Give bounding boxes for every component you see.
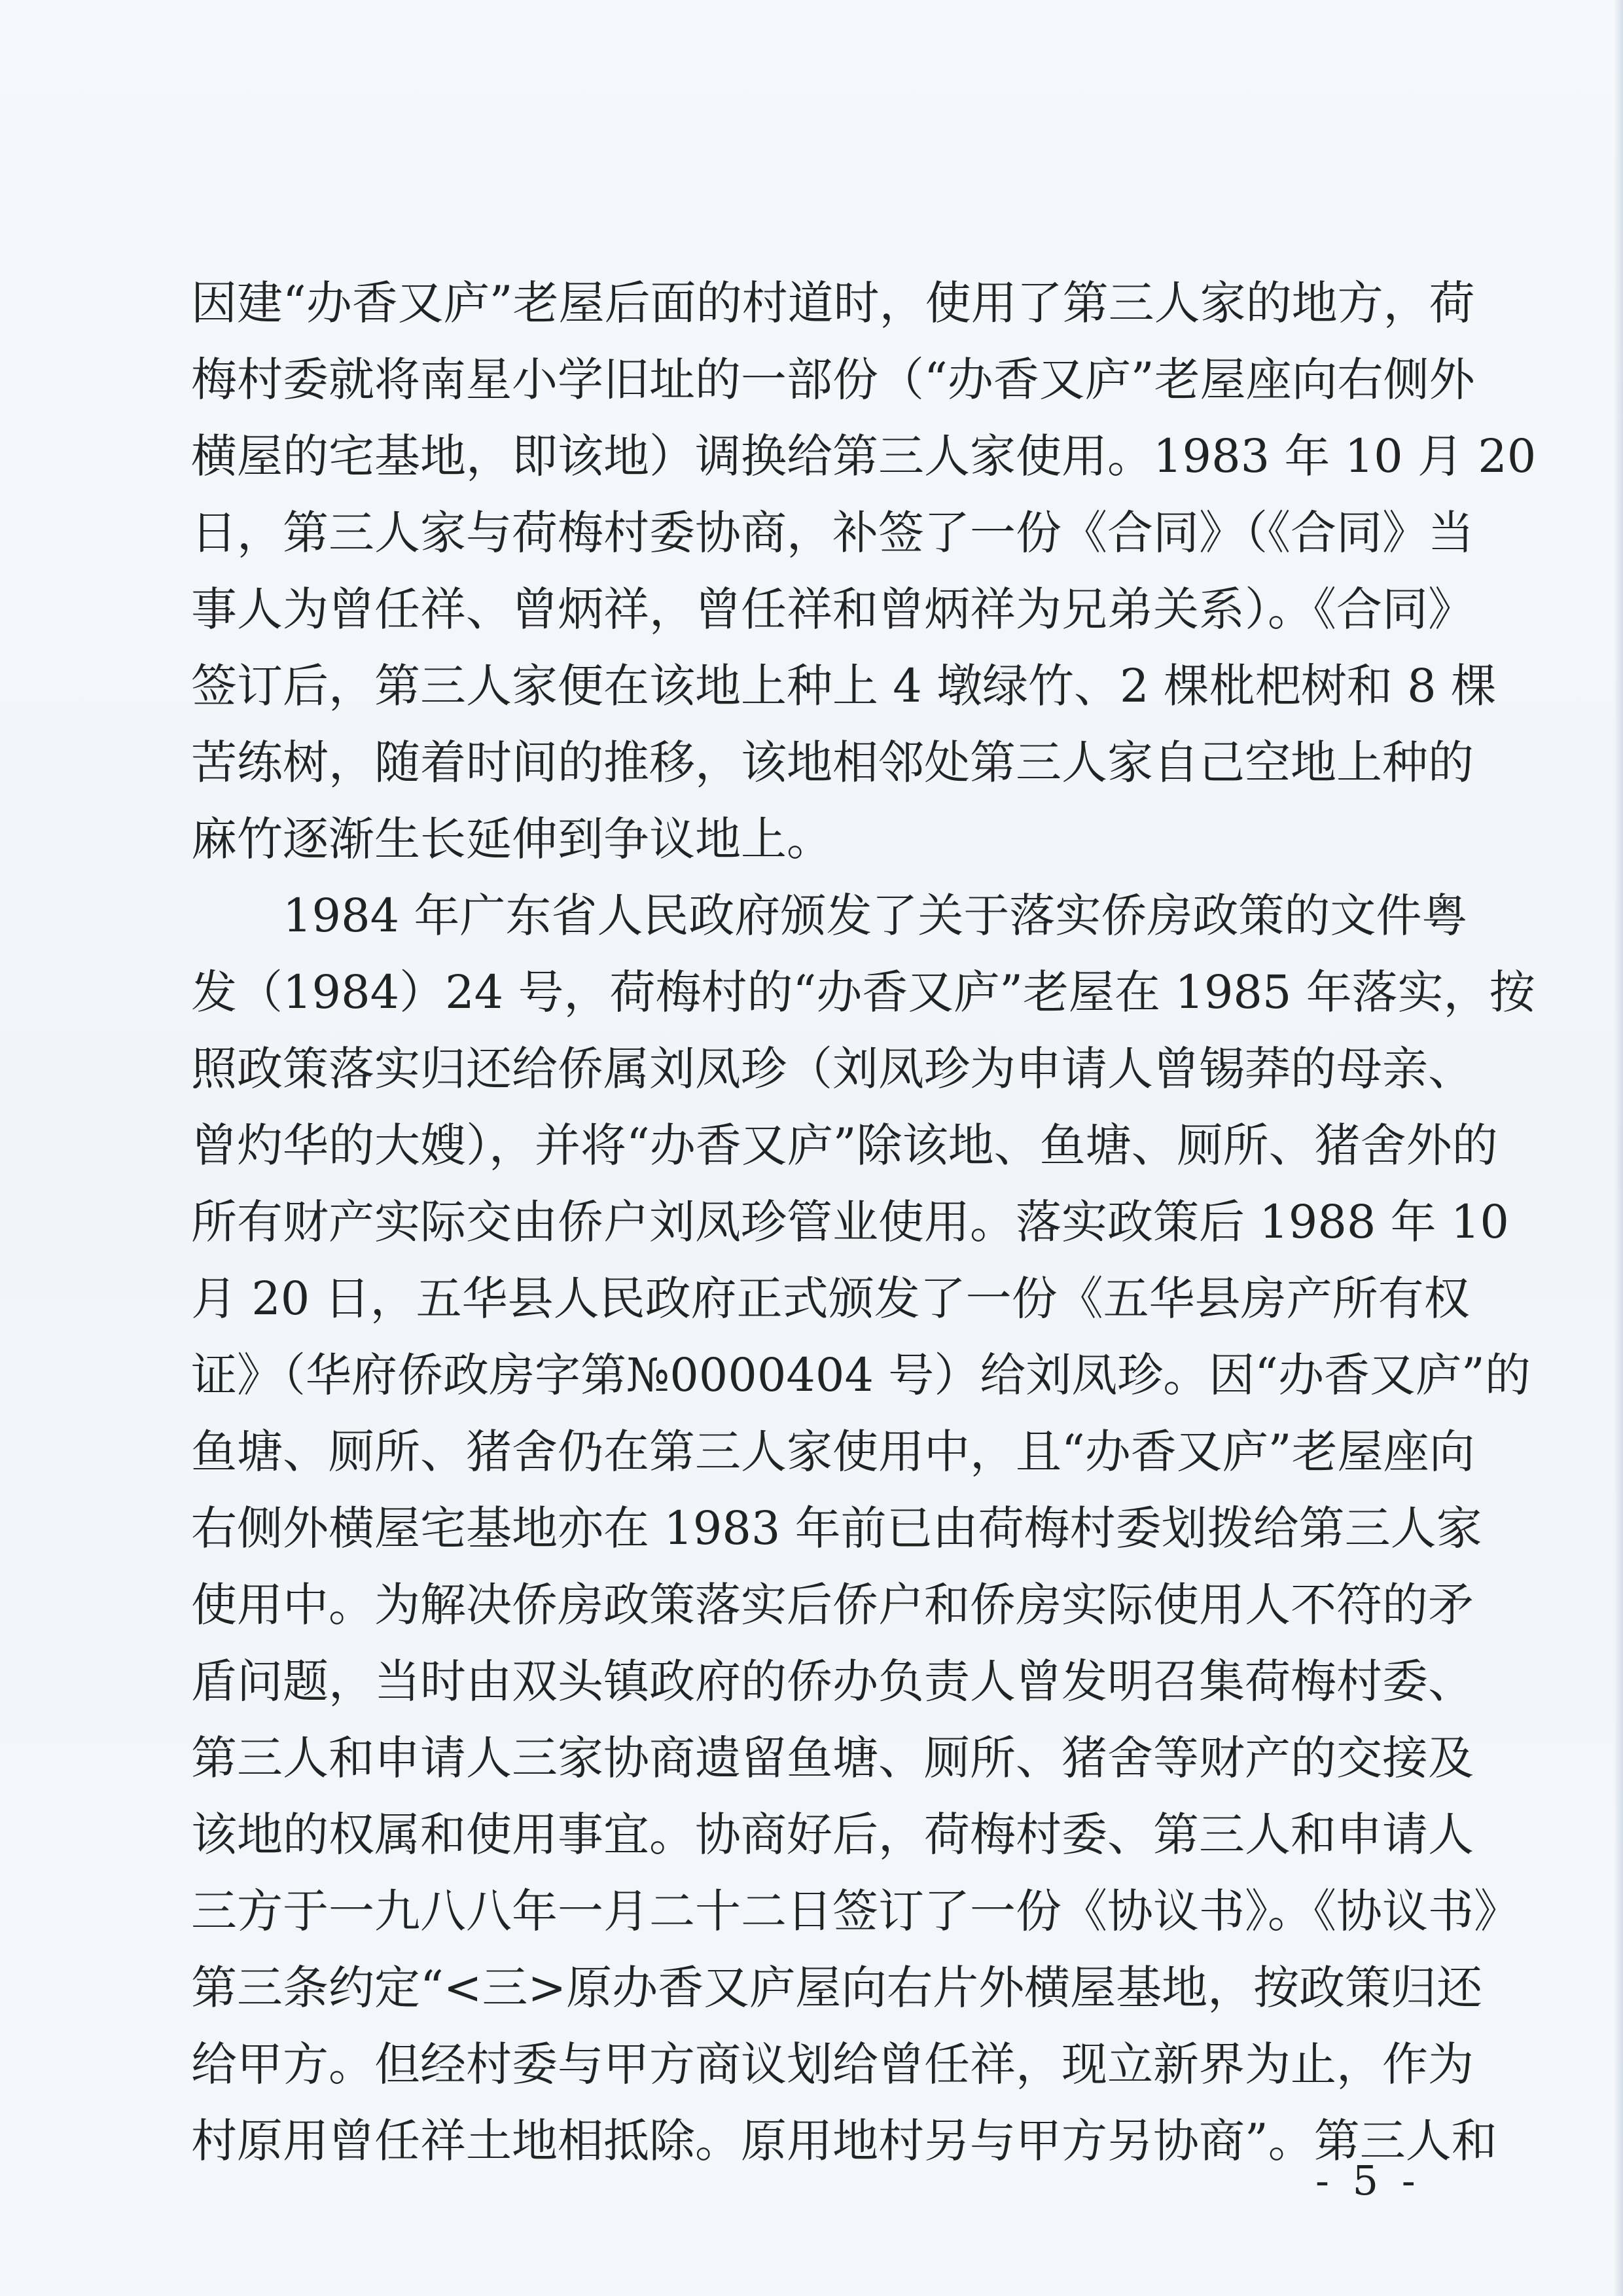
text-line: 月 20 日，五华县人民政府正式颁发了一份《五华县房产所有权 <box>191 1272 1470 1325</box>
paragraph-1 <box>191 265 1537 878</box>
text-line: 梅村委就将南星小学旧址的一部份（“办香又庐”老屋座向右侧外 <box>191 353 1475 406</box>
text-line: 给甲方。但经村委与甲方商议划给曾任祥，现立新界为止，作为 <box>191 2037 1474 2091</box>
text-line: 第三人和申请人三家协商遗留鱼塘、厕所、猪舍等财产的交接及 <box>191 1731 1474 1785</box>
text-line: 右侧外横屋宅基地亦在 1983 年前已由荷梅村委划拨给第三人家 <box>191 1501 1482 1555</box>
page-number: - 5 - <box>1315 2157 1421 2204</box>
text-line: 盾问题，当时由双头镇政府的侨办负责人曾发明召集荷梅村委、 <box>191 1655 1474 1708</box>
body-text <box>191 265 1537 2179</box>
paragraph-2 <box>191 878 1535 2179</box>
text-line: 照政策落实归还给侨属刘凤珍（刘凤珍为申请人曾锡莽的母亲、 <box>191 1042 1474 1096</box>
text-line: 所有财产实际交由侨户刘凤珍管业使用。落实政策后 1988 年 10 <box>191 1195 1509 1249</box>
scan-edge <box>1614 0 1623 2296</box>
text-line: 鱼塘、厕所、猪舍仍在第三人家使用中，且“办香又庐”老屋座向 <box>191 1425 1475 1479</box>
text-line: 签订后，第三人家便在该地上种上 4 墩绿竹、2 棵枇杷树和 8 棵 <box>191 659 1497 713</box>
text-line: 苦练树，随着时间的推移，该地相邻处第三人家自己空地上种的 <box>191 736 1474 789</box>
text-line: 证》（华府侨政房字第№0000404 号）给刘凤珍。因“办香又庐”的 <box>191 1348 1531 1402</box>
text-line: 因建“办香又庐”老屋后面的村道时，使用了第三人家的地方，荷 <box>191 276 1475 330</box>
text-line: 麻竹逐渐生长延伸到争议地上。 <box>191 812 832 866</box>
text-line: 日，第三人家与荷梅村委协商，补签了一份《合同》（《合同》当 <box>191 506 1474 560</box>
text-line: 事人为曾任祥、曾炳祥，曾任祥和曾炳祥为兄弟关系）。《合同》 <box>191 583 1474 636</box>
text-line: 横屋的宅基地，即该地）调换给第三人家使用。1983 年 10 月 20 <box>191 429 1537 483</box>
text-line: 三方于一九八八年一月二十二日签订了一份《协议书》。《协议书》 <box>191 1884 1520 1938</box>
text-line: 曾灼华的大嫂），并将“办香又庐”除该地、鱼塘、厕所、猪舍外的 <box>191 1119 1498 1172</box>
text-line: 1984 年广东省人民政府颁发了关于落实侨房政策的文件粤 <box>283 889 1468 942</box>
text-line: 村原用曾任祥土地相抵除。原用地村另与甲方另协商”。第三人和 <box>191 2114 1497 2168</box>
text-line: 使用中。为解决侨房政策落实后侨户和侨房实际使用人不符的矛 <box>191 1578 1474 1632</box>
text-line: 发（1984）24 号，荷梅村的“办香又庐”老屋在 1985 年落实，按 <box>191 965 1535 1019</box>
text-line: 第三条约定“<三>原办香又庐屋向右片外横屋基地，按政策归还 <box>191 1961 1483 2015</box>
text-line: 该地的权属和使用事宜。协商好后，荷梅村委、第三人和申请人 <box>191 1808 1474 1861</box>
